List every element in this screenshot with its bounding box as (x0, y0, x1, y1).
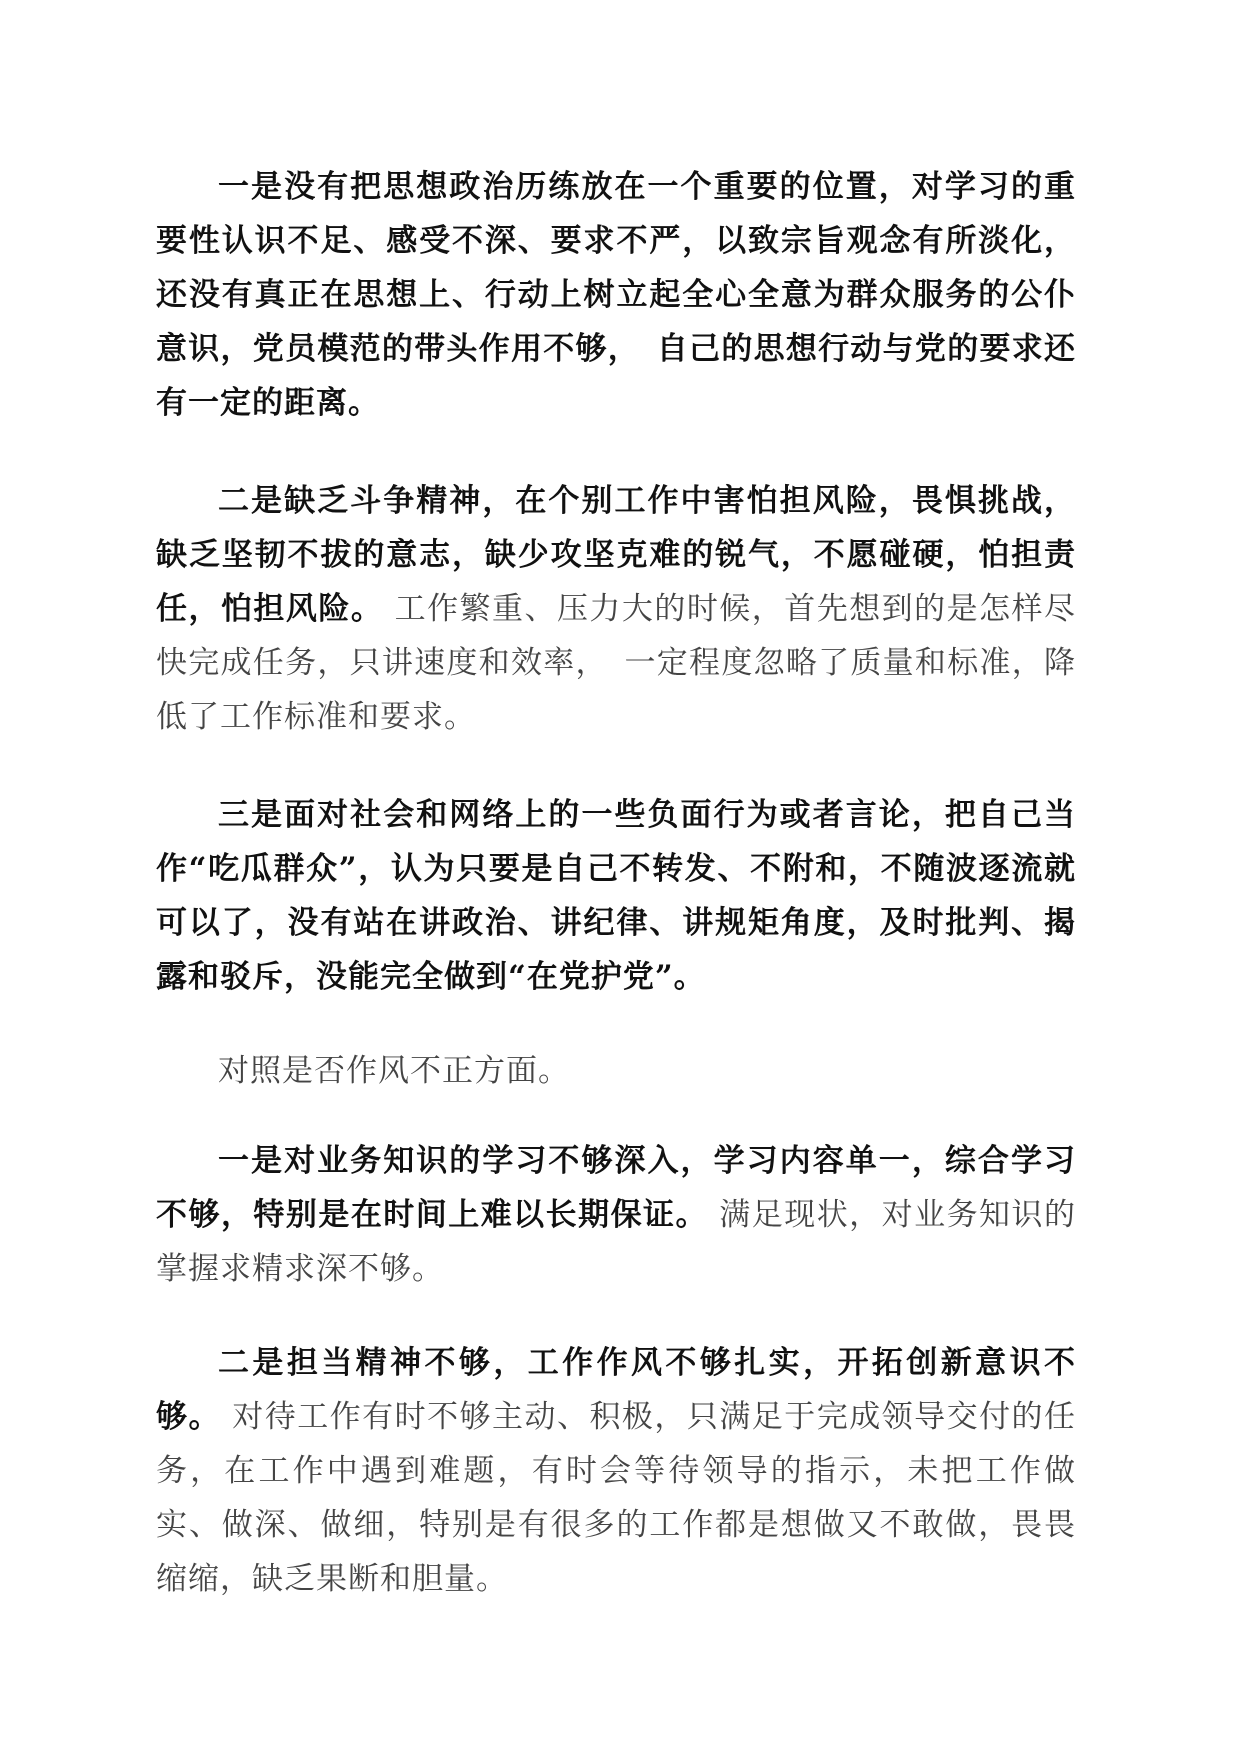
paragraph-5 (156, 1134, 1076, 1296)
paragraph-5-bold-text: 一是对业务知识的学习不够深入，学习内容单一，综合学习不够，特别是在时间上难以长期保证。 (156, 1143, 1076, 1233)
paragraph-1-bold-text: 一是没有把思想政治历练放在一个重要的位置，对学习的重要性认识不足、感受不深、要求不严，以致宗旨观念有所淡化，还没有真正在思想上、行动上树立起全心全意为群众服务的公仆意识，党员模范的带头作用不够， 自己的思想行动与党的要求还有一定的距离。 (156, 169, 1076, 421)
paragraph-4-normal-text: 对照是否作风不正方面。 (218, 1053, 570, 1089)
document-body (156, 160, 1076, 1606)
section-heading-paragraph (156, 1044, 1076, 1098)
paragraph-6 (156, 1336, 1076, 1606)
paragraph-3-bold-text: 三是面对社会和网络上的一些负面行为或者言论，把自己当作“吃瓜群众”，认为只要是自己不转发、不附和，不随波逐流就可以了，没有站在讲政治、讲纪律、讲规矩角度，及时批判、揭露和驳斥，没能完全做到“在党护党”。 (156, 797, 1076, 995)
paragraph-6-normal-text: 对待工作有时不够主动、积极，只满足于完成领导交付的任务，在工作中遇到难题，有时会等待领导的指示，未把工作做实、做深、做细，特别是有很多的工作都是想做又不敢做，畏畏缩缩，缺乏果断和胆量。 (156, 1399, 1077, 1597)
paragraph-5-normal-text: 满足现状，对业务知识的掌握求精求深不够。 (156, 1197, 1076, 1287)
paragraph-3 (156, 788, 1076, 1004)
paragraph-6-bold-text: 二是担当精神不够，工作作风不够扎实，开拓创新意识不够。 (156, 1345, 1076, 1435)
paragraph-2-bold-text: 二是缺乏斗争精神，在个别工作中害怕担风险，畏惧挑战，缺乏坚韧不拔的意志，缺少攻坚克难的锐气，不愿碰硬，怕担责任，怕担风险。 (156, 483, 1076, 627)
paragraph-1 (156, 160, 1076, 430)
paragraph-2-normal-text: 工作繁重、压力大的时候，首先想到的是怎样尽快完成任务，只讲速度和效率， 一定程度忽略了质量和标准，降低了工作标准和要求。 (156, 591, 1077, 735)
paragraph-2 (156, 474, 1076, 744)
